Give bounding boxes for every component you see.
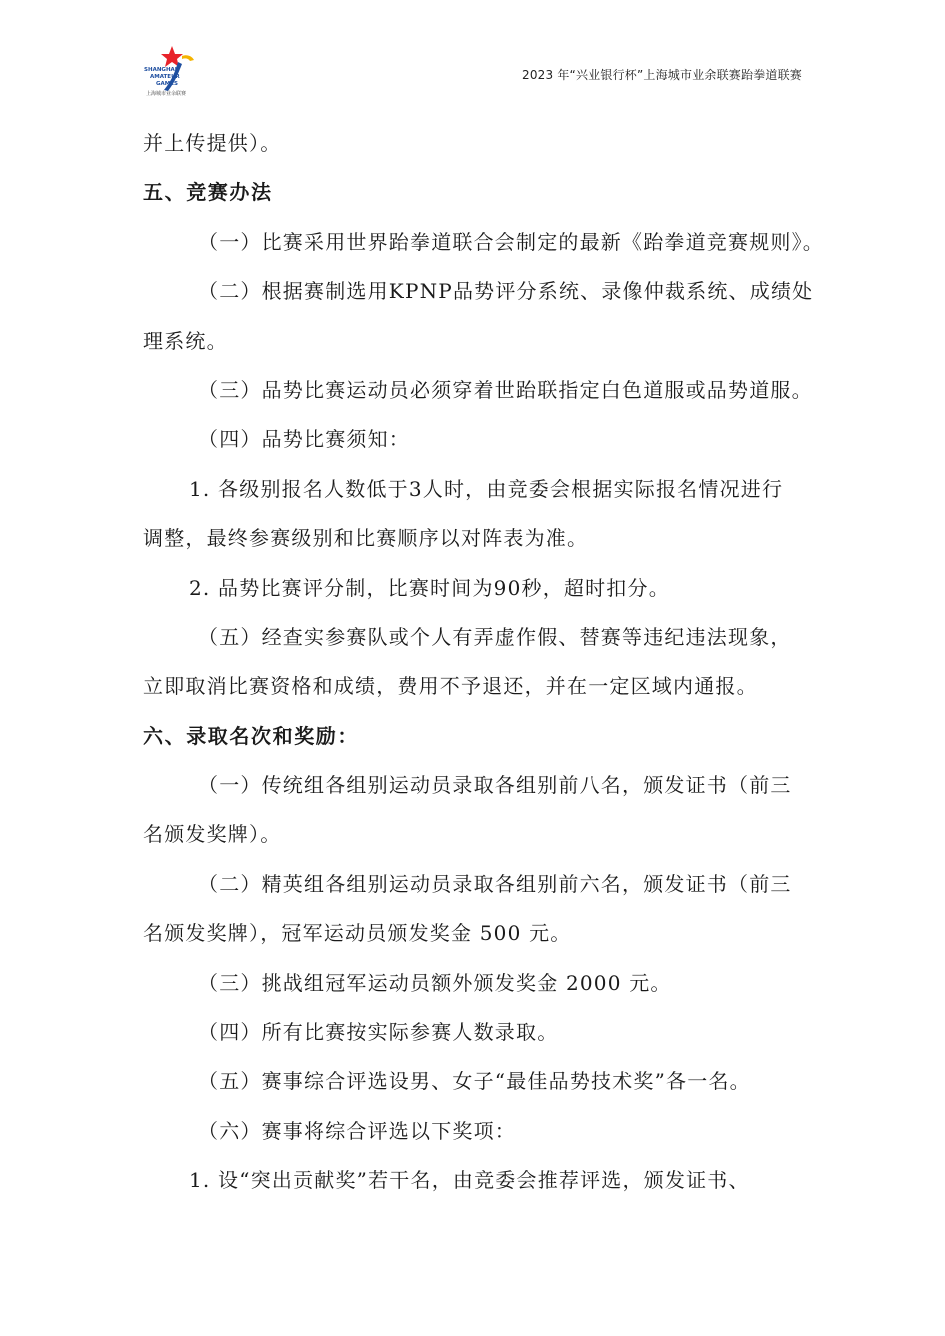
document-body — [143, 119, 823, 1206]
section-heading: 五、竞赛办法 — [143, 180, 273, 205]
logo-text-3: GAMES — [156, 81, 178, 87]
paragraph-line: 立即取消比赛资格和成绩，费用不予退还，并在一定区域内通报。 — [143, 674, 758, 699]
section-heading: 六、录取名次和奖励： — [143, 723, 359, 748]
paragraph-line: （一）传统组各组别运动员录取各组别前八名，颁发证书（前三 — [198, 773, 792, 798]
paragraph-line: 1. 各级别报名人数低于3人时，由竞委会根据实际报名情况进行 — [189, 476, 784, 501]
paragraph-line: 并上传提供）。 — [143, 131, 282, 155]
logo-text-1: SHANGHAI — [144, 67, 177, 73]
paragraph-line: （一）比赛采用世界跆拳道联合会制定的最新《跆拳道竞赛规则》。 — [198, 229, 824, 254]
paragraph-line: 调整，最终参赛级别和比赛顺序以对阵表为准。 — [143, 526, 589, 551]
paragraph-line: 理系统。 — [143, 328, 228, 353]
logo-text-2: AMATEUR — [150, 74, 180, 80]
running-header: 2023 年“兴业银行杯”上海城市业余联赛跆拳道联赛 — [522, 68, 802, 82]
logo-text-4: 上海城市业余联赛 — [146, 91, 187, 97]
paragraph-line: 1. 设“突出贡献奖”若干名，由竞委会推荐评选，颁发证书、 — [189, 1168, 750, 1193]
league-logo — [142, 44, 204, 102]
paragraph-line: （四）品势比赛须知： — [198, 427, 410, 452]
paragraph-line: （五）经查实参赛队或个人有弄虚作假、替赛等违纪违法现象， — [198, 624, 792, 649]
paragraph-line: （四）所有比赛按实际参赛人数录取。 — [198, 1020, 559, 1045]
paragraph-line: （二）根据赛制选用KPNP品势评分系统、录像仲裁系统、成绩处 — [198, 279, 814, 304]
paragraph-line: 2. 品势比赛评分制，比赛时间为90秒，超时扣分。 — [189, 575, 670, 600]
paragraph-line: （三）挑战组冠军运动员额外颁发奖金 2000 元。 — [198, 970, 672, 995]
paragraph-line: （五）赛事综合评选设男、女子“最佳品势技术奖”各一名。 — [198, 1069, 751, 1094]
paragraph-line: （六）赛事将综合评选以下奖项： — [198, 1118, 516, 1143]
league-logo-icon — [142, 44, 204, 102]
paragraph-line: （三）品势比赛运动员必须穿着世跆联指定白色道服或品势道服。 — [198, 377, 813, 402]
paragraph-line: 名颁发奖牌），冠军运动员颁发奖金 500 元。 — [143, 921, 572, 946]
paragraph-line: （二）精英组各组别运动员录取各组别前六名，颁发证书（前三 — [198, 871, 792, 896]
paragraph-line: 名颁发奖牌）。 — [143, 822, 282, 847]
